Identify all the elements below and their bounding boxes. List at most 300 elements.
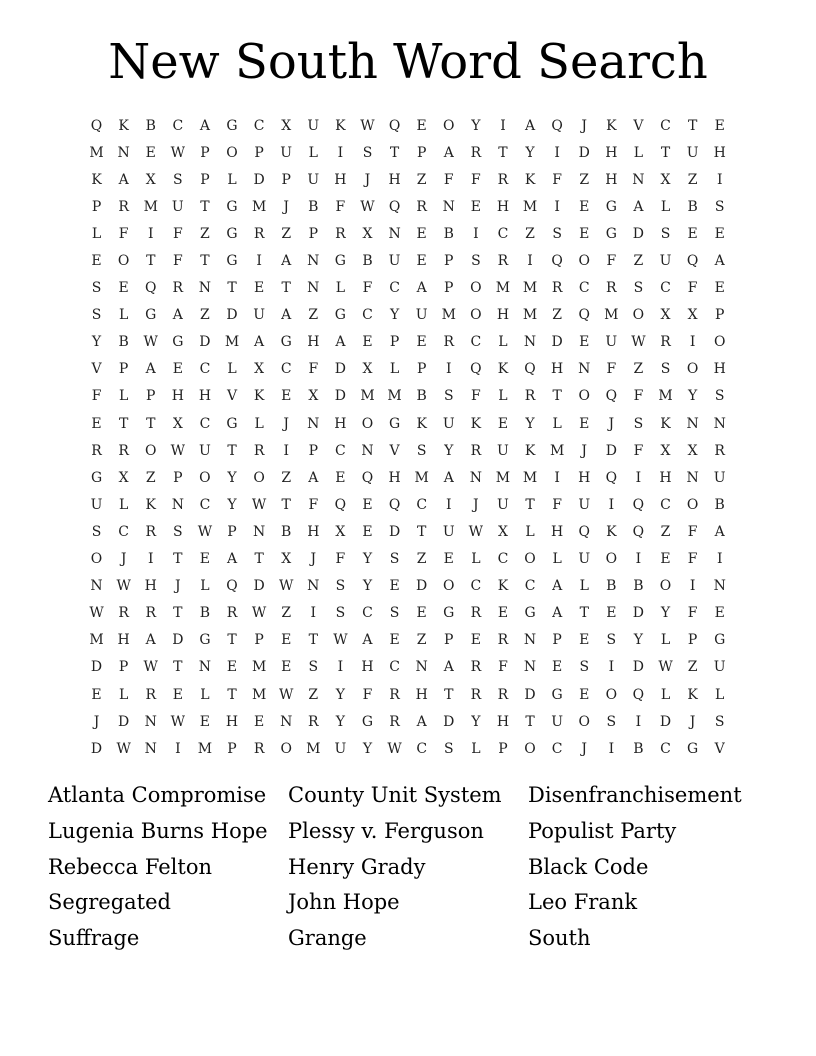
grid-letter: T: [227, 280, 237, 297]
grid-letter: C: [660, 496, 671, 513]
grid-letter: S: [173, 171, 183, 188]
grid-letter: A: [281, 307, 292, 324]
grid-letter: U: [280, 144, 293, 161]
grid-letter: B: [633, 578, 644, 595]
grid-letter: A: [335, 334, 346, 351]
grid-letter: Y: [389, 307, 400, 324]
grid-letter: A: [254, 334, 265, 351]
grid-letter: F: [362, 280, 373, 297]
grid-letter: F: [687, 523, 698, 540]
grid-letter: C: [660, 117, 671, 134]
grid-letter: W: [468, 523, 484, 540]
grid-letter: E: [579, 686, 590, 703]
grid-letter: R: [606, 280, 617, 297]
letter-grid: [83, 112, 733, 762]
grid-letter: E: [145, 144, 156, 161]
grid-letter: J: [581, 740, 588, 757]
grid-letter: L: [118, 496, 129, 513]
grid-letter: R: [308, 713, 319, 730]
grid-letter: N: [388, 225, 401, 242]
grid-letter: C: [551, 740, 563, 757]
grid-letter: U: [388, 253, 401, 270]
grid-letter: M: [522, 198, 538, 215]
grid-letter: C: [660, 280, 671, 297]
grid-letter: H: [713, 144, 726, 161]
grid-letter: M: [414, 469, 429, 486]
grid-letter: J: [120, 551, 127, 568]
grid-letter: A: [714, 253, 725, 270]
grid-letter: Z: [525, 225, 535, 242]
grid-letter: I: [716, 551, 723, 568]
grid-letter: N: [361, 442, 374, 459]
grid-letter: U: [659, 253, 672, 270]
grid-letter: C: [362, 605, 373, 622]
grid-letter: D: [334, 361, 346, 378]
grid-letter: D: [388, 523, 401, 540]
grid-letter: M: [522, 280, 538, 297]
word-list-item: Populist Party: [528, 818, 677, 843]
grid-letter: K: [118, 117, 129, 134]
grid-letter: L: [660, 632, 671, 649]
grid-letter: S: [91, 307, 102, 324]
grid-letter: G: [605, 198, 617, 215]
grid-letter: Q: [90, 117, 103, 134]
grid-letter: X: [335, 523, 346, 540]
grid-letter: R: [389, 686, 400, 703]
grid-letter: C: [199, 361, 211, 378]
grid-letter: M: [441, 307, 456, 324]
grid-letter: J: [283, 198, 290, 215]
grid-letter: V: [91, 361, 102, 378]
grid-letter: Y: [525, 415, 535, 432]
grid-letter: I: [608, 659, 615, 676]
grid-letter: L: [471, 551, 481, 568]
grid-letter: J: [473, 496, 479, 513]
grid-letter: D: [334, 388, 346, 405]
grid-letter: T: [444, 686, 454, 703]
grid-letter: A: [199, 117, 210, 134]
grid-letter: O: [199, 469, 211, 486]
grid-letter: P: [254, 144, 264, 161]
grid-letter: H: [605, 171, 618, 188]
grid-letter: V: [389, 442, 400, 459]
grid-letter: P: [416, 144, 427, 161]
grid-letter: F: [335, 198, 346, 215]
grid-letter: E: [579, 334, 590, 351]
grid-letter: K: [606, 523, 617, 540]
grid-letter: E: [660, 551, 671, 568]
grid-letter: P: [281, 171, 291, 188]
grid-letter: C: [172, 117, 184, 134]
grid-letter: R: [416, 198, 427, 215]
grid-letter: O: [443, 578, 455, 595]
grid-letter: S: [91, 523, 102, 540]
grid-letter: S: [714, 388, 725, 405]
grid-letter: O: [713, 334, 726, 351]
grid-letter: A: [443, 144, 454, 161]
grid-letter: O: [605, 686, 618, 703]
grid-letter: Q: [388, 496, 401, 513]
grid-letter: H: [496, 713, 510, 730]
grid-letter: Y: [525, 144, 535, 161]
grid-letter: K: [91, 171, 102, 188]
grid-letter: I: [337, 144, 344, 161]
grid-letter: P: [227, 740, 237, 757]
grid-letter: O: [90, 551, 103, 568]
grid-letter: T: [281, 280, 291, 297]
grid-letter: M: [197, 740, 213, 757]
grid-letter: D: [632, 605, 645, 622]
grid-letter: H: [334, 171, 347, 188]
grid-letter: E: [497, 415, 509, 432]
grid-letter: U: [253, 307, 266, 324]
grid-letter: E: [714, 117, 725, 134]
grid-letter: H: [551, 523, 564, 540]
grid-letter: N: [198, 280, 212, 297]
grid-letter: E: [281, 632, 292, 649]
grid-letter: B: [308, 198, 319, 215]
grid-letter: E: [199, 551, 211, 568]
grid-letter: Z: [633, 361, 644, 378]
grid-letter: M: [387, 388, 402, 405]
grid-letter: L: [118, 307, 129, 324]
grid-letter: O: [280, 740, 292, 757]
grid-letter: L: [552, 551, 562, 568]
grid-letter: E: [253, 280, 265, 297]
grid-letter: E: [362, 523, 373, 540]
grid-letter: G: [226, 198, 238, 215]
grid-letter: N: [117, 144, 130, 161]
grid-letter: T: [525, 713, 535, 730]
grid-letter: D: [90, 740, 103, 757]
grid-letter: N: [523, 632, 537, 649]
grid-letter: X: [660, 171, 671, 188]
grid-letter: O: [686, 496, 699, 513]
word-list-item: Disenfranchisement: [528, 783, 742, 807]
grid-letter: M: [522, 469, 538, 486]
grid-letter: J: [283, 415, 290, 432]
grid-letter: E: [714, 225, 725, 242]
grid-letter: Y: [362, 578, 373, 595]
grid-letter: C: [199, 496, 211, 513]
grid-letter: M: [360, 388, 375, 405]
grid-letter: K: [687, 686, 698, 703]
word-list-item: Grange: [288, 926, 367, 951]
grid-letter: H: [415, 686, 428, 703]
grid-letter: S: [579, 659, 590, 676]
word-list-item: John Hope: [288, 890, 400, 915]
grid-letter: T: [660, 144, 671, 161]
grid-letter: J: [175, 578, 181, 595]
grid-letter: I: [689, 578, 696, 595]
grid-letter: G: [524, 605, 536, 622]
grid-letter: L: [227, 361, 237, 378]
grid-letter: E: [714, 605, 725, 622]
grid-letter: U: [497, 496, 509, 513]
grid-letter: U: [605, 334, 618, 351]
grid-letter: Q: [226, 578, 238, 595]
grid-letter: F: [471, 388, 481, 405]
grid-letter: D: [253, 578, 265, 595]
grid-letter: I: [635, 713, 642, 730]
grid-letter: Y: [227, 496, 237, 513]
grid-letter: F: [498, 659, 508, 676]
grid-letter: Z: [552, 307, 562, 324]
grid-letter: G: [226, 117, 238, 134]
grid-letter: E: [389, 632, 400, 649]
grid-letter: E: [579, 632, 590, 649]
grid-letter: H: [659, 469, 672, 486]
grid-letter: Y: [362, 740, 373, 757]
grid-letter: Z: [200, 225, 210, 242]
grid-letter: L: [254, 415, 264, 432]
grid-letter: T: [173, 659, 183, 676]
grid-letter: F: [633, 442, 644, 459]
grid-letter: P: [254, 632, 264, 649]
grid-letter: P: [552, 632, 562, 649]
grid-letter: J: [310, 551, 317, 568]
grid-letter: E: [281, 388, 292, 405]
grid-letter: U: [90, 496, 103, 513]
grid-letter: F: [172, 253, 183, 270]
grid-letter: A: [145, 361, 156, 378]
grid-letter: E: [362, 496, 373, 513]
grid-letter: A: [714, 523, 725, 540]
grid-letter: H: [496, 198, 510, 215]
grid-letter: E: [226, 659, 238, 676]
grid-letter: E: [91, 253, 102, 270]
grid-letter: E: [470, 198, 481, 215]
grid-letter: C: [118, 523, 129, 540]
grid-letter: M: [306, 740, 321, 757]
grid-letter: E: [687, 225, 698, 242]
grid-letter: O: [470, 307, 482, 324]
grid-letter: H: [551, 361, 564, 378]
grid-letter: O: [117, 253, 130, 270]
grid-letter: P: [687, 632, 698, 649]
grid-letter: K: [524, 171, 536, 188]
grid-letter: V: [714, 740, 725, 757]
grid-letter: G: [605, 225, 617, 242]
grid-letter: Y: [335, 686, 346, 703]
grid-letter: T: [525, 496, 535, 513]
grid-letter: H: [198, 388, 212, 405]
grid-letter: D: [578, 144, 590, 161]
grid-letter: W: [387, 740, 402, 757]
grid-letter: R: [253, 442, 265, 459]
word-list-item: Leo Frank: [528, 890, 638, 915]
grid-letter: J: [364, 171, 371, 188]
grid-letter: X: [687, 307, 698, 324]
grid-letter: E: [579, 198, 590, 215]
grid-letter: S: [714, 198, 725, 215]
grid-letter: Y: [227, 469, 237, 486]
grid-letter: E: [253, 713, 265, 730]
grid-letter: H: [496, 307, 510, 324]
grid-letter: U: [578, 496, 591, 513]
page-title: New South Word Search: [108, 34, 708, 90]
grid-letter: X: [118, 469, 129, 486]
grid-letter: E: [714, 280, 725, 297]
grid-letter: E: [362, 334, 373, 351]
grid-letter: N: [171, 496, 184, 513]
grid-letter: D: [253, 171, 265, 188]
grid-letter: Z: [660, 523, 671, 540]
grid-letter: L: [525, 523, 535, 540]
grid-letter: O: [524, 551, 536, 568]
grid-letter: Y: [335, 713, 346, 730]
grid-letter: J: [581, 117, 588, 134]
grid-letter: N: [469, 469, 482, 486]
grid-letter: S: [335, 578, 346, 595]
grid-letter: P: [146, 388, 156, 405]
grid-letter: R: [118, 605, 129, 622]
grid-letter: Q: [470, 361, 482, 378]
grid-letter: Q: [605, 388, 618, 405]
grid-letter: P: [308, 225, 318, 242]
grid-letter: U: [686, 144, 699, 161]
grid-letter: T: [552, 388, 562, 405]
grid-letter: B: [199, 605, 211, 622]
grid-letter: R: [714, 442, 725, 459]
grid-letter: P: [200, 171, 210, 188]
grid-letter: I: [716, 171, 723, 188]
grid-letter: T: [118, 415, 129, 432]
grid-letter: R: [443, 334, 455, 351]
grid-letter: U: [199, 442, 211, 459]
grid-letter: I: [283, 442, 289, 459]
grid-letter: E: [579, 415, 590, 432]
grid-letter: O: [443, 117, 455, 134]
grid-letter: G: [226, 225, 238, 242]
word-list-item: Henry Grady: [288, 854, 426, 879]
grid-letter: H: [307, 523, 320, 540]
grid-letter: W: [170, 144, 186, 161]
grid-letter: I: [554, 144, 560, 161]
grid-letter: Z: [687, 171, 698, 188]
grid-letter: G: [90, 469, 103, 486]
grid-letter: X: [497, 523, 508, 540]
grid-letter: L: [118, 686, 129, 703]
grid-letter: A: [362, 632, 373, 649]
grid-letter: L: [308, 144, 318, 161]
grid-letter: Z: [416, 171, 427, 188]
grid-letter: P: [444, 253, 454, 270]
grid-letter: X: [660, 442, 671, 459]
grid-letter: N: [307, 253, 320, 270]
grid-letter: S: [308, 659, 319, 676]
grid-letter: W: [360, 198, 375, 215]
grid-letter: R: [551, 280, 563, 297]
grid-letter: W: [197, 523, 213, 540]
grid-letter: A: [145, 632, 156, 649]
grid-letter: H: [171, 388, 184, 405]
grid-letter: U: [713, 659, 726, 676]
grid-letter: E: [91, 686, 102, 703]
grid-letter: K: [470, 415, 482, 432]
grid-letter: C: [416, 740, 428, 757]
grid-letter: L: [579, 578, 589, 595]
grid-letter: F: [308, 496, 319, 513]
grid-letter: G: [145, 307, 157, 324]
grid-letter: T: [281, 496, 291, 513]
grid-letter: J: [93, 713, 100, 730]
grid-letter: E: [416, 334, 427, 351]
grid-letter: N: [307, 280, 320, 297]
grid-letter: E: [172, 686, 183, 703]
grid-letter: E: [470, 632, 481, 649]
grid-letter: R: [497, 253, 509, 270]
word-list-item: Atlanta Compromise: [48, 783, 267, 807]
word-list-item: Suffrage: [48, 926, 140, 951]
grid-letter: W: [116, 740, 131, 757]
grid-letter: O: [632, 307, 645, 324]
grid-letter: S: [633, 280, 644, 297]
grid-letter: O: [659, 578, 672, 595]
grid-letter: M: [495, 280, 511, 297]
grid-letter: E: [335, 469, 346, 486]
grid-letter: P: [308, 442, 318, 459]
grid-letter: C: [524, 578, 536, 595]
grid-letter: G: [361, 713, 374, 730]
grid-letter: A: [524, 117, 536, 134]
grid-letter: Q: [605, 469, 618, 486]
grid-letter: S: [660, 361, 671, 378]
grid-letter: A: [416, 280, 427, 297]
grid-letter: W: [251, 605, 267, 622]
grid-letter: E: [552, 659, 563, 676]
grid-letter: D: [90, 659, 103, 676]
grid-letter: I: [554, 469, 560, 486]
grid-letter: I: [256, 253, 262, 270]
grid-letter: W: [143, 659, 158, 676]
grid-letter: N: [686, 469, 699, 486]
grid-letter: E: [606, 605, 617, 622]
grid-letter: G: [551, 686, 563, 703]
grid-letter: S: [416, 442, 427, 459]
word-list-item: County Unit System: [288, 783, 502, 807]
grid-letter: N: [307, 415, 320, 432]
grid-letter: Z: [633, 253, 644, 270]
grid-letter: L: [715, 686, 725, 703]
grid-letter: W: [279, 578, 294, 595]
grid-letter: G: [199, 632, 211, 649]
grid-letter: O: [605, 551, 618, 568]
grid-letter: Z: [281, 605, 292, 622]
grid-letter: B: [687, 198, 698, 215]
grid-letter: L: [498, 334, 508, 351]
grid-letter: E: [443, 551, 454, 568]
grid-letter: B: [281, 523, 292, 540]
grid-letter: S: [552, 225, 562, 242]
grid-letter: R: [253, 225, 265, 242]
grid-letter: N: [307, 578, 320, 595]
grid-letter: F: [335, 551, 346, 568]
grid-letter: Y: [660, 605, 671, 622]
grid-letter: U: [171, 198, 184, 215]
grid-letter: L: [498, 388, 508, 405]
grid-letter: R: [524, 388, 536, 405]
grid-letter: U: [415, 307, 428, 324]
grid-letter: H: [605, 144, 618, 161]
grid-letter: D: [226, 307, 238, 324]
grid-letter: H: [361, 659, 374, 676]
grid-letter: H: [225, 713, 239, 730]
grid-letter: G: [280, 334, 292, 351]
word-list: [48, 778, 768, 957]
grid-letter: I: [527, 253, 533, 270]
grid-letter: M: [604, 307, 619, 324]
